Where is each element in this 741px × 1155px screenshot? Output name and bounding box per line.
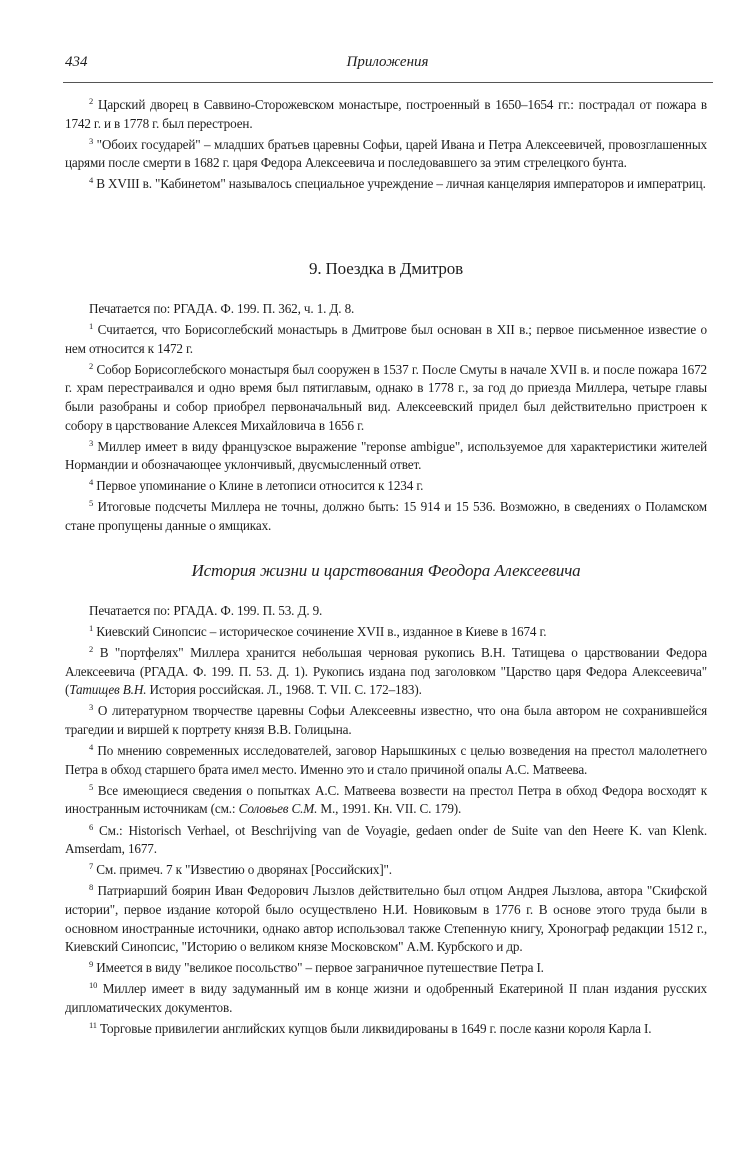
footnote: [65, 438, 707, 475]
section-dmitrov: [65, 258, 707, 538]
footnote-number: 1: [89, 623, 94, 634]
source-line: Печатается по: РГАДА. Ф. 199. П. 53. Д. 9.: [89, 603, 323, 618]
footnote-text: Царский дворец в Саввино-Сторожевском монастыре, построенный в 1650–1654 гг.: пострадал от пожара в 1742 г. и в 1778 г. был перестроен.: [65, 97, 708, 131]
footnote: [65, 822, 707, 859]
footnote-number: 2: [89, 644, 94, 655]
footnote-number: 9: [89, 959, 94, 970]
footnote: [65, 96, 707, 133]
footnote: [65, 175, 707, 194]
footnote-number: 4: [89, 742, 94, 753]
footnote: [65, 702, 707, 739]
header-rule: [63, 82, 713, 83]
author-citation: Соловьев С.М.: [238, 801, 318, 817]
footnote-number: 10: [89, 980, 98, 991]
footnote-text: Патриарший боярин Иван Федорович Лызлов действительно был отцом Андрея Лызлова, автора "Скифской истории", первое издание которой было осуществлено Н.И. Новиковым в 1776 г. В основе этого труда были в основном иностранные источники, однако автор использовал также Степенную книгу, Хронограф редакции 1512 г., Киевский Синопсис, "Историю о великом князе Московском" А.М. Курбского и др.: [65, 883, 707, 955]
footnote-text: "Обоих государей" – младших братьев царевны Софьи, царей Ивана и Петра Алексеевичей, провозглашенных царями после смерти в 1682 г. царя Федора Алексеевича и последовавшего за этим стрелецкого бунта.: [65, 136, 707, 171]
footnote: [65, 644, 707, 700]
footnote: [65, 136, 707, 173]
footnote: [65, 1020, 707, 1039]
footnote-number: 3: [89, 437, 94, 448]
footnote-text-cont: История российская. Л., 1968. Т. VII. С. 172–183).: [146, 682, 422, 698]
footnote-text: Все имеющиеся сведения о попытках А.С. Матвеева возвести на престол Петра в обход Федора восходят к иностранным источникам (см.:: [65, 782, 707, 817]
footnote: [65, 742, 707, 779]
section-feodor: [65, 560, 707, 1041]
footnote-number: 4: [89, 477, 94, 488]
footnote: [65, 361, 707, 435]
running-title: Приложения: [346, 54, 429, 70]
footnote-text: Торговые привилегии английских купцов были ликвидированы в 1649 г. после казни короля Карла I.: [100, 1020, 652, 1036]
footnote-text: См. примеч. 7 к "Известию о дворянах [Российских]".: [96, 862, 392, 878]
footnote-number: 2: [89, 96, 94, 106]
footnote: [65, 861, 707, 880]
footnote-number: 8: [89, 882, 94, 893]
footnote-text: Имеется в виду "великое посольство" – первое заграничное путешествие Петра I.: [96, 960, 544, 976]
section-title: 9. Поездка в Дмитров: [309, 259, 463, 278]
footnote: [65, 477, 707, 496]
footnote: [65, 980, 707, 1017]
footnote-number: 2: [89, 360, 94, 371]
footnote-number: 1: [89, 321, 94, 332]
source-line: Печатается по: РГАДА. Ф. 199. П. 362, ч. 1. Д. 8.: [89, 301, 355, 316]
footnote-number: 7: [89, 861, 94, 872]
footnote-text: По мнению современных исследователей, заговор Нарышкиных с целью возведения на престол малолетнего Петра в обход старшего брата имел место. Именно это и стало причиной опалы А.С. Матвеева.: [65, 743, 708, 777]
author-citation: Татищев В.Н.: [69, 682, 147, 698]
footnote-number: 11: [89, 1019, 97, 1030]
footnote-text: Итоговые подсчеты Миллера не точны, должно быть: 15 914 и 15 536. Возможно, в сведениях о Поламском стане пропущены данные о ямщиках.: [65, 499, 707, 534]
footnote-text: В XVIII в. "Кабинетом" называлось специальное учреждение – личная канцелярия императоров и императриц.: [96, 176, 706, 192]
top-notes: [65, 96, 707, 196]
footnote-text: Первое упоминание о Клине в летописи относится к 1234 г.: [96, 478, 424, 494]
footnote-text: Собор Борисоглебского монастыря был сооружен в 1537 г. После Смуты в начале XVII в. и после пожара 1672 г. храм перестраивался и одно время был пятиглавым, однако в 1778 г., за год до приезда Миллера, четыре главы были разобраны и собор приобрел первоначальный вид. Алексеевский придел был действительно пристроен к собору в царствование Алексея Михайловича в 1656 г.: [65, 361, 707, 433]
footnote-number: 5: [89, 781, 94, 792]
running-header: [65, 54, 710, 78]
footnote: [65, 498, 707, 535]
footnote-text: Миллер имеет в виду задуманный им в конце жизни и одобренный Екатериной II план издания русских дипломатических документов.: [65, 981, 707, 1015]
footnote-text: Киевский Синопсис – историческое сочинение XVII в., изданное в Киеве в 1674 г.: [96, 624, 547, 640]
footnote: [65, 623, 707, 642]
footnote-number: 3: [89, 135, 94, 146]
footnote: [65, 959, 707, 978]
footnote-number: 5: [89, 498, 94, 509]
footnote-number: 6: [89, 821, 94, 832]
section-title: История жизни и царствования Феодора Алексеевича: [191, 561, 581, 580]
page-number: 434: [65, 54, 88, 70]
footnote-text: В "портфелях" Миллера хранится небольшая черновая рукопись В.Н. Татищева о царствовании Федора Алексеевича (РГАДА. Ф. 199. П. 53. Д. 1). Рукопись издана под заголовком "Царство царя Федора Алексеевича" (: [65, 645, 707, 698]
footnote-text: См.: Historisch Verhael, ot Beschrijving van de Voyagie, gedaen onder de Suite van den Heere K. van Klenk. Amserdam, 1677.: [65, 822, 707, 857]
footnote-text: Миллер имеет в виду французское выражение "reponse ambigue", используемое для характеристики жителей Нормандии и обозначающее уклончивый, двусмысленный ответ.: [65, 438, 707, 473]
footnote: [65, 782, 707, 819]
footnote-number: 3: [89, 702, 94, 713]
footnote-text: Считается, что Борисоглебский монастырь в Дмитрове был основан в XII в.; первое письменное известие о нем относится к 1472 г.: [65, 322, 707, 356]
footnote-text-cont: М., 1991. Кн. VII. С. 179).: [317, 801, 462, 817]
footnote: [65, 321, 707, 358]
footnote-number: 4: [89, 175, 94, 186]
footnote-text: О литературном творчестве царевны Софьи Алексеевны известно, что она была автором не сохранившейся трагедии и виршей к портрету князя В.В. Голицына.: [65, 703, 707, 738]
footnote: [65, 882, 707, 956]
